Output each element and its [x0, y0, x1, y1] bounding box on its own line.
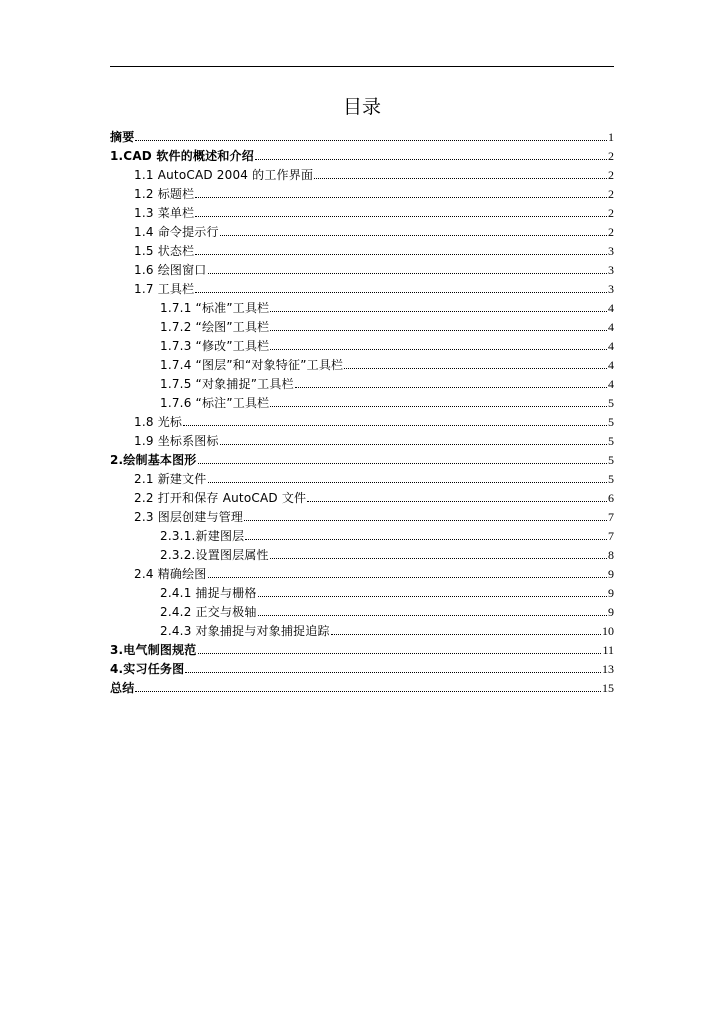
toc-dot-leader	[270, 329, 607, 331]
toc-entry-text: 2.3.2.设置图层属性	[160, 548, 269, 562]
toc-dot-leader	[185, 671, 601, 673]
toc-dot-leader	[270, 557, 607, 559]
toc-page-number: 7	[608, 529, 614, 543]
toc-entry-text: 1.7.5 “对象捕捉”工具栏	[160, 377, 294, 391]
toc-dot-leader	[344, 367, 607, 369]
toc-page-number: 2	[608, 225, 614, 239]
toc-dot-leader	[258, 614, 607, 616]
toc-dot-leader	[183, 424, 607, 426]
toc-page-number: 3	[608, 282, 614, 296]
toc-entry[interactable]	[110, 126, 614, 145]
toc-page-number: 2	[608, 187, 614, 201]
toc-dot-leader	[198, 462, 607, 464]
toc-entry[interactable]	[110, 601, 614, 620]
toc-page-number: 7	[608, 510, 614, 524]
toc-page-number: 13	[602, 662, 614, 676]
toc-page-number: 4	[608, 301, 614, 315]
toc-dot-leader	[220, 234, 607, 236]
toc-entry-text: 1.4 命令提示行	[134, 225, 219, 239]
toc-entry-text: 3.电气制图规范	[110, 643, 197, 657]
toc-entry-text: 1.6 绘图窗口	[134, 263, 207, 277]
toc-entry[interactable]	[110, 582, 614, 601]
toc-page-number: 4	[608, 320, 614, 334]
toc-entry-text: 2.1 新建文件	[134, 472, 207, 486]
toc-page-number: 15	[602, 681, 614, 695]
header-rule	[110, 66, 614, 67]
toc-dot-leader	[195, 196, 607, 198]
toc-dot-leader	[208, 272, 608, 274]
page-title: 目录	[342, 96, 381, 118]
toc-page-number: 2	[608, 149, 614, 163]
toc-dot-leader	[270, 348, 607, 350]
toc-dot-leader	[244, 519, 607, 521]
toc-dot-leader	[270, 310, 607, 312]
toc-entry-text: 1.7 工具栏	[134, 282, 195, 296]
toc-page-number: 9	[608, 605, 614, 619]
toc-page-number: 4	[608, 339, 614, 353]
toc-page-number: 3	[608, 263, 614, 277]
toc-entry-text: 总结	[110, 681, 135, 695]
table-of-contents	[110, 126, 614, 696]
toc-dot-leader	[195, 253, 607, 255]
toc-page-number: 5	[608, 434, 614, 448]
toc-entry[interactable]	[110, 506, 614, 525]
toc-entry[interactable]	[110, 354, 614, 373]
toc-entry[interactable]	[110, 620, 614, 639]
toc-entry[interactable]	[110, 487, 614, 506]
toc-dot-leader	[198, 652, 602, 654]
toc-entry-text: 1.9 坐标系图标	[134, 434, 219, 448]
toc-entry[interactable]	[110, 164, 614, 183]
toc-entry-text: 2.3.1.新建图层	[160, 529, 245, 543]
toc-entry[interactable]	[110, 392, 614, 411]
toc-entry[interactable]	[110, 202, 614, 221]
toc-entry[interactable]	[110, 316, 614, 335]
toc-page-number: 6	[608, 491, 614, 505]
toc-entry-text: 1.5 状态栏	[134, 244, 195, 258]
toc-dot-leader	[220, 443, 607, 445]
toc-page-number: 5	[608, 396, 614, 410]
toc-entry-text: 1.1 AutoCAD 2004 的工作界面	[134, 168, 314, 182]
toc-entry-text: 2.3 图层创建与管理	[134, 510, 244, 524]
toc-entry[interactable]	[110, 639, 614, 658]
toc-entry-text: 1.CAD 软件的概述和介绍	[110, 149, 254, 163]
toc-entry[interactable]	[110, 259, 614, 278]
toc-page-number: 5	[608, 472, 614, 486]
toc-dot-leader	[270, 405, 607, 407]
toc-entry[interactable]	[110, 468, 614, 487]
toc-page-number: 9	[608, 567, 614, 581]
toc-entry-text: 摘要	[110, 130, 135, 144]
toc-entry-text: 1.7.4 “图层”和“对象特征”工具栏	[160, 358, 344, 372]
toc-page-number: 2	[608, 206, 614, 220]
toc-entry-text: 2.4.2 正交与极轴	[160, 605, 257, 619]
toc-dot-leader	[314, 177, 607, 179]
toc-page-number: 2	[608, 168, 614, 182]
toc-page-number: 10	[602, 624, 614, 638]
toc-entry[interactable]	[110, 183, 614, 202]
toc-entry[interactable]	[110, 411, 614, 430]
toc-dot-leader	[195, 215, 607, 217]
toc-dot-leader	[258, 595, 607, 597]
toc-entry[interactable]	[110, 658, 614, 677]
toc-entry-text: 1.3 菜单栏	[134, 206, 195, 220]
toc-entry-text: 2.4.1 捕捉与栅格	[160, 586, 257, 600]
toc-entry[interactable]	[110, 297, 614, 316]
toc-entry[interactable]	[110, 449, 614, 468]
toc-entry[interactable]	[110, 430, 614, 449]
toc-entry-text: 2.绘制基本图形	[110, 453, 197, 467]
toc-dot-leader	[331, 633, 601, 635]
toc-entry[interactable]	[110, 278, 614, 297]
toc-entry[interactable]	[110, 544, 614, 563]
toc-page-number: 9	[608, 586, 614, 600]
toc-dot-leader	[295, 386, 607, 388]
toc-entry-text: 1.7.2 “绘图”工具栏	[160, 320, 270, 334]
toc-entry-text: 1.7.1 “标准”工具栏	[160, 301, 270, 315]
toc-entry[interactable]	[110, 335, 614, 354]
toc-dot-leader	[245, 538, 607, 540]
toc-entry[interactable]	[110, 563, 614, 582]
toc-page-number: 11	[602, 643, 614, 657]
toc-dot-leader	[208, 576, 608, 578]
toc-entry[interactable]	[110, 240, 614, 259]
toc-dot-leader	[135, 690, 601, 692]
toc-page-number: 4	[608, 377, 614, 391]
toc-dot-leader	[307, 500, 607, 502]
toc-page-number: 1	[608, 130, 614, 144]
toc-entry[interactable]	[110, 145, 614, 164]
toc-entry-text: 2.4 精确绘图	[134, 567, 207, 581]
toc-entry[interactable]	[110, 677, 614, 696]
toc-entry-text: 2.4.3 对象捕捉与对象捕捉追踪	[160, 624, 330, 638]
toc-page-number: 3	[608, 244, 614, 258]
toc-page-number: 4	[608, 358, 614, 372]
toc-entry-text: 1.7.3 “修改”工具栏	[160, 339, 270, 353]
toc-entry[interactable]	[110, 525, 614, 544]
toc-page-number: 8	[608, 548, 614, 562]
toc-dot-leader	[135, 139, 607, 141]
toc-entry[interactable]	[110, 221, 614, 240]
toc-entry[interactable]	[110, 373, 614, 392]
toc-dot-leader	[255, 158, 607, 160]
toc-page-number: 5	[608, 415, 614, 429]
toc-page-number: 5	[608, 453, 614, 467]
toc-dot-leader	[208, 481, 608, 483]
toc-entry-text: 4.实习任务图	[110, 662, 185, 676]
toc-entry-text: 1.2 标题栏	[134, 187, 195, 201]
toc-entry-text: 1.7.6 “标注”工具栏	[160, 396, 270, 410]
toc-dot-leader	[195, 291, 607, 293]
toc-entry-text: 1.8 光标	[134, 415, 183, 429]
toc-entry-text: 2.2 打开和保存 AutoCAD 文件	[134, 491, 307, 505]
